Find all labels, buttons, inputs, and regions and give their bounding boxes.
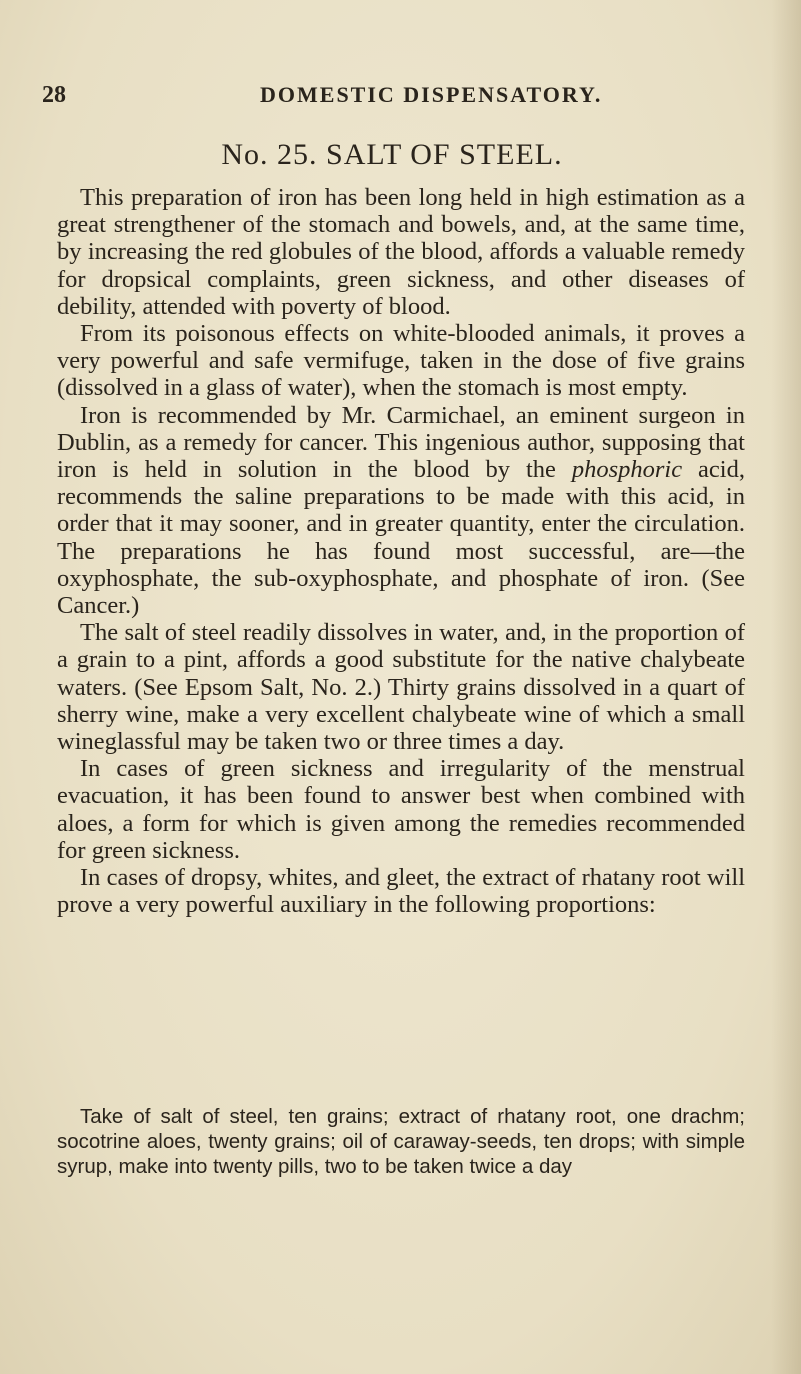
recipe-block (57, 1104, 745, 1179)
recipe-text: Take of salt of steel, ten grains; extract of rhatany root, one drachm; socotrine aloes, twenty grains; oil of caraway-seeds, ten drops; with simple syrup, make into twenty pills, two to be taken twice a day (57, 1105, 745, 1178)
running-title: DOMESTIC DISPENSATORY. (260, 82, 603, 107)
paragraph-1-text: This preparation of iron has been long held in high estimation as a great strengthener of the stomach and bowels, and, at the same time, by increasing the red globules of the blood, affords a valuable remedy for dropsical complaints, green sickness, and other diseases of debility, attended with poverty of blood. (57, 184, 745, 320)
paragraph-1 (57, 184, 745, 320)
page-edge-shadow (771, 0, 801, 1374)
paragraph-4 (57, 619, 745, 755)
paragraph-3-italic-term: phosphoric (571, 456, 683, 484)
paragraph-6-text: In cases of dropsy, whites, and gleet, the extract of rhatany root will prove a very powerful auxiliary in the following proportions: (57, 864, 745, 919)
paragraph-3 (57, 402, 745, 620)
paragraph-6 (57, 864, 745, 918)
body-text (57, 184, 745, 918)
paragraph-5-text: In cases of green sickness and irregularity of the menstrual evacuation, it has been found to answer best when combined with aloes, a form for which is given among the remedies recommended for green sickness. (57, 755, 745, 864)
paragraph-2-text: From its poisonous effects on white-blooded animals, it proves a very powerful and safe vermifuge, taken in the dose of five grains (dissolved in a glass of water), when the stomach is most empty. (57, 320, 745, 402)
page-number: 28 (42, 82, 66, 108)
section-title: No. 25. SALT OF STEEL. (221, 138, 563, 171)
paragraph-3-text-start: Iron is recommended by Mr. Carmichael, an eminent surgeon in Dublin, as a remedy for cancer. This ingenious author, supposing that iron is held in solution in the blood by the (57, 401, 745, 484)
paragraph-2 (57, 320, 745, 402)
paragraph-3-text-end: acid, recommends the saline preparations to be made with this acid, in order that it may sooner, and in greater quantity, enter the circulation. The preparations he has found most successful, are—the oxyphosphate, the sub-oxyphosphate, and phosphate of iron. (See Cancer.) (57, 456, 745, 620)
paragraph-5 (57, 755, 745, 864)
running-header (42, 82, 741, 116)
paragraph-4-text: The salt of steel readily dissolves in water, and, in the proportion of a grain to a pint, affords a good substitute for the native chalybeate waters. (See Epsom Salt, No. 2.) Thirty grains dissolved in a quart of sherry wine, make a very excellent chalybeate wine of which a small wineglassful may be taken two or three times a day. (57, 619, 745, 756)
